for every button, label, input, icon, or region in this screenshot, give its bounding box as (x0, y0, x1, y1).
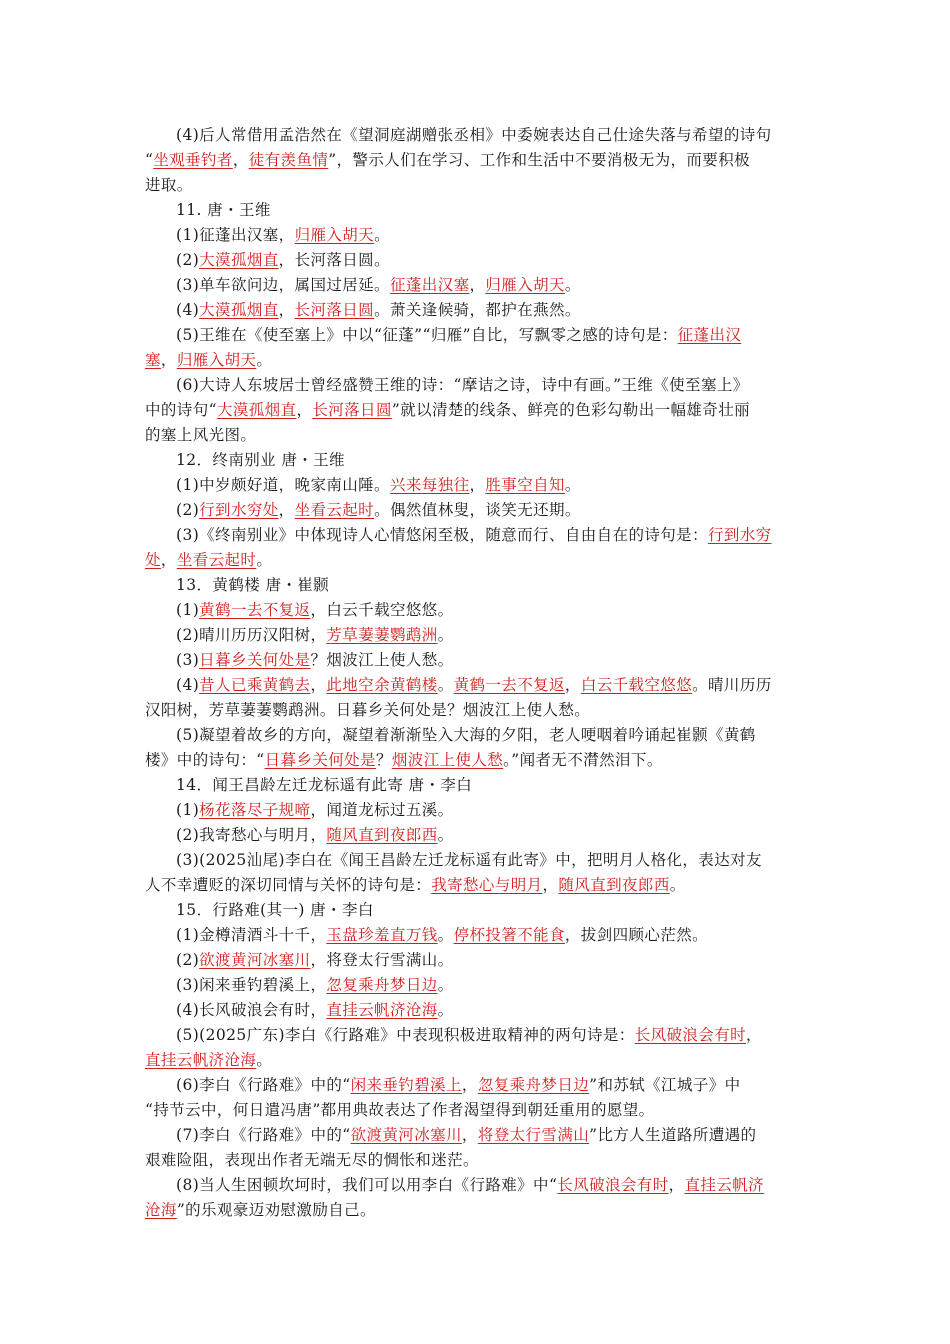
text-line (145, 573, 808, 598)
answer-text: 长河落日圆 (294, 301, 375, 319)
answer-text: 随风直到夜郎西 (326, 826, 438, 844)
line-text: (2)我寄愁心与明月， (176, 826, 327, 844)
line-text: (3) (176, 651, 200, 669)
line-text: ， (296, 401, 313, 419)
line-text: ，白云千载空悠悠。 (310, 601, 454, 619)
line-text: (1)中岁颇好道，晚家南山陲。 (176, 476, 390, 494)
line-text: ， (461, 1126, 478, 1144)
line-text: (3)单车欲问边，属国过居延。 (176, 276, 390, 294)
text-line (145, 598, 808, 623)
answer-text: 烟波江上使人愁 (391, 751, 504, 769)
answer-text: 沧海 (145, 1201, 177, 1219)
line-text: 人不幸遭贬的深切同情与关怀的诗句是： (145, 876, 432, 894)
line-text: (2) (176, 251, 200, 269)
text-line (145, 698, 808, 723)
text-line (145, 773, 808, 798)
line-text: ， (160, 351, 177, 369)
text-line (145, 523, 808, 548)
line-text: ”比方人生道路所遭遇的 (589, 1126, 757, 1144)
answer-text: 此地空余黄鹤楼 (326, 676, 438, 694)
line-text: (7)李白《行路难》中的“ (176, 1126, 351, 1144)
line-text: ”的乐观豪迈劝慰激励自己。 (176, 1201, 376, 1219)
line-text: ， (232, 151, 249, 169)
text-line (145, 1023, 808, 1048)
line-text: 。 (564, 476, 581, 494)
text-line (145, 873, 808, 898)
line-text: 汉阳树，芳草萋萋鹦鹉洲。日暮乡关何处是？烟波江上使人愁。 (145, 701, 591, 719)
answer-text: 坐看云起时 (176, 551, 257, 569)
line-text: 。偶然值林叟，谈笑无还期。 (374, 501, 581, 519)
answer-text: 兴来每独往 (389, 476, 470, 494)
line-text: 的塞上风光图。 (145, 426, 257, 444)
line-text: ”和苏轼《江城子》中 (589, 1076, 741, 1094)
text-line (145, 398, 808, 423)
answer-text: 直挂云帆济 (684, 1176, 765, 1194)
answer-text: 白云千载空悠悠 (580, 676, 693, 694)
line-text: 。 (256, 351, 273, 369)
line-text: 进取。 (145, 176, 193, 194)
answer-text: 欲渡黄河冰塞川 (199, 951, 311, 969)
line-text: (5)凝望着故乡的方向，凝望着渐渐坠入大海的夕阳，老人哽咽着吟诵起崔颢《黄鹤 (176, 726, 756, 744)
answer-text: 杨花落尽子规啼 (199, 801, 311, 819)
answer-text: 胜事空自知 (485, 476, 565, 494)
text-line (145, 1048, 808, 1073)
line-text: 。 (437, 926, 454, 944)
line-text: 13．黄鹤楼 唐・崔颢 (176, 576, 330, 594)
text-line (145, 298, 808, 323)
text-line (145, 898, 808, 923)
text-line (145, 1098, 808, 1123)
line-text: 。晴川历历 (692, 676, 772, 694)
answer-text: 处 (145, 551, 161, 569)
text-line (145, 273, 808, 298)
text-line (145, 548, 808, 573)
text-line (145, 248, 808, 273)
line-text: (3)闲来垂钓碧溪上， (176, 976, 327, 994)
text-line (145, 148, 808, 173)
line-text: (8)当人生困顿坎坷时，我们可以用李白《行路难》中“ (176, 1176, 558, 1194)
answer-text: 忽复乘舟梦日边 (326, 976, 438, 994)
answer-text: 闲来垂钓碧溪上 (350, 1076, 462, 1094)
line-text: ， (160, 551, 177, 569)
line-text: 。 (437, 976, 454, 994)
line-text: (5)(2025广东)李白《行路难》中表现积极进取精神的两句诗是： (176, 1026, 635, 1044)
answer-text: 昔人已乘黄鹤去 (199, 676, 311, 694)
text-line (145, 1073, 808, 1098)
line-text: 艰难险阻，表现出作者无端无尽的惆怅和迷茫。 (145, 1151, 479, 1169)
line-text: (1) (176, 601, 200, 619)
line-text: (6)李白《行路难》中的“ (176, 1076, 351, 1094)
answer-text: 徒有羡鱼情 (248, 151, 329, 169)
answer-text: 欲渡黄河冰塞川 (350, 1126, 462, 1144)
line-text: (3)《终南别业》中体现诗人心情悠闲至极，随意而行、自由自在的诗句是： (176, 526, 708, 544)
answer-text: 黄鹤一去不复返 (199, 601, 311, 619)
text-line (145, 173, 808, 198)
line-text: ？ (375, 751, 392, 769)
text-line (145, 123, 808, 148)
text-line (145, 623, 808, 648)
line-text: 15．行路难(其一) 唐・李白 (176, 901, 374, 919)
text-line (145, 1173, 808, 1198)
text-line (145, 1148, 808, 1173)
line-text: 。 (437, 826, 454, 844)
line-text: (5)王维在《使至塞上》中以“征蓬”“归雁”自比，写飘零之感的诗句是： (176, 326, 678, 344)
text-line (145, 923, 808, 948)
line-text: ”就以清楚的线条、鲜亮的色彩勾勒出一幅雄奇壮丽 (391, 401, 751, 419)
line-text: 12．终南别业 唐・王维 (176, 451, 345, 469)
line-text: (4)长风破浪会有时， (176, 1001, 327, 1019)
line-text: (2) (176, 951, 200, 969)
answer-text: 停杯投箸不能食 (453, 926, 565, 944)
line-text: 。萧关逢候骑，都护在燕然。 (374, 301, 581, 319)
text-line (145, 423, 808, 448)
document-page (145, 123, 808, 1223)
line-text: (1)征蓬出汉塞， (176, 226, 295, 244)
answer-text: 长风破浪会有时 (557, 1176, 669, 1194)
answer-text: 随风直到夜郎西 (558, 876, 670, 894)
text-line (145, 798, 808, 823)
text-line (145, 323, 808, 348)
line-text: ， (746, 1026, 762, 1044)
answer-text: 坐看云起时 (294, 501, 375, 519)
answer-text: 日暮乡关何处是 (264, 751, 376, 769)
line-text: (4)后人常借用孟浩然在《望洞庭湖赠张丞相》中委婉表达自己仕途失落与希望的诗句 (176, 126, 772, 144)
line-text: (4) (176, 301, 200, 319)
line-text: (2)晴川历历汉阳树， (176, 626, 327, 644)
text-line (145, 973, 808, 998)
answer-text: 将登太行雪满山 (477, 1126, 590, 1144)
answer-text: 归雁入胡天 (485, 276, 565, 294)
text-line (145, 473, 808, 498)
line-text: ”，警示人们在学习、工作和生活中不要消极无为，而要积极 (328, 151, 750, 169)
text-line (145, 373, 808, 398)
answer-text: 我寄愁心与明月 (431, 876, 543, 894)
answer-text: 日暮乡关何处是 (199, 651, 311, 669)
line-text: (1) (176, 801, 200, 819)
text-line (145, 448, 808, 473)
line-text: ， (310, 676, 327, 694)
line-text: (4) (176, 676, 200, 694)
answer-text: 坐观垂钓者 (153, 151, 233, 169)
line-text: 中的诗句“ (145, 401, 217, 419)
text-line (145, 848, 808, 873)
line-text: 。 (256, 1051, 273, 1069)
answer-text: 直挂云帆济沧海 (326, 1001, 438, 1019)
answer-text: 征蓬出汉 (677, 326, 742, 344)
text-line (145, 723, 808, 748)
text-line (145, 998, 808, 1023)
text-line (145, 1123, 808, 1148)
line-text: ，闻道龙标过五溪。 (310, 801, 454, 819)
line-text: ， (469, 276, 486, 294)
line-text: (6)大诗人东坡居士曾经盛赞王维的诗：“摩诘之诗，诗中有画。”王维《使至塞上》 (176, 376, 749, 394)
line-text: 14．闻王昌龄左迁龙标遥有此寄 唐・李白 (176, 776, 473, 794)
line-text: 。 (564, 276, 581, 294)
text-line (145, 948, 808, 973)
line-text: 楼》中的诗句：“ (145, 751, 265, 769)
answer-text: 大漠孤烟直 (216, 401, 297, 419)
text-line (145, 1198, 808, 1223)
answer-text: 大漠孤烟直 (199, 251, 279, 269)
line-text: ， (469, 476, 486, 494)
answer-text: 黄鹤一去不复返 (453, 676, 565, 694)
text-line (145, 348, 808, 373)
line-text: 。 (437, 626, 454, 644)
line-text: ， (542, 876, 559, 894)
answer-text: 归雁入胡天 (294, 226, 375, 244)
answer-text: 长风破浪会有时 (634, 1026, 747, 1044)
line-text: (3)(2025汕尾)李白在《闻王昌龄左迁龙标遥有此寄》中，把明月人格化，表达对友 (176, 851, 762, 869)
line-text: ，长河落日圆。 (278, 251, 390, 269)
line-text: 。 (437, 1001, 454, 1019)
answer-text: 行到水穷 (707, 526, 772, 544)
text-line (145, 748, 808, 773)
line-text: 11. 唐・王维 (176, 201, 271, 219)
line-text: 。 (669, 876, 686, 894)
text-line (145, 198, 808, 223)
answer-text: 行到水穷处 (199, 501, 279, 519)
line-text: 。 (374, 226, 390, 244)
answer-text: 忽复乘舟梦日边 (477, 1076, 590, 1094)
answer-text: 玉盘珍羞直万钱 (326, 926, 438, 944)
line-text: ， (278, 501, 295, 519)
answer-text: 直挂云帆济沧海 (145, 1051, 257, 1069)
line-text: ，拔剑四顾心茫然。 (564, 926, 708, 944)
text-line (145, 498, 808, 523)
line-text: ， (461, 1076, 478, 1094)
line-text: (2) (176, 501, 200, 519)
line-text: ？烟波江上使人愁。 (310, 651, 454, 669)
answer-text: 大漠孤烟直 (199, 301, 279, 319)
line-text: 。 (437, 676, 454, 694)
answer-text: 塞 (145, 351, 161, 369)
line-text: 。”闻者无不潸然泪下。 (503, 751, 663, 769)
text-line (145, 823, 808, 848)
answer-text: 征蓬出汉塞 (389, 276, 470, 294)
text-line (145, 648, 808, 673)
line-text: “ (145, 151, 154, 169)
answer-text: 芳草萋萋鹦鹉洲 (326, 626, 438, 644)
line-text: “持节云中，何日遣冯唐”都用典故表达了作者渴望得到朝廷重用的愿望。 (145, 1101, 655, 1119)
line-text: ， (564, 676, 581, 694)
line-text: ， (278, 301, 295, 319)
answer-text: 归雁入胡天 (176, 351, 257, 369)
text-line (145, 223, 808, 248)
line-text: (1)金樽清酒斗十千， (176, 926, 327, 944)
line-text: 。 (256, 551, 273, 569)
text-line (145, 673, 808, 698)
answer-text: 长河落日圆 (312, 401, 392, 419)
line-text: ， (668, 1176, 685, 1194)
line-text: ，将登太行雪满山。 (310, 951, 454, 969)
